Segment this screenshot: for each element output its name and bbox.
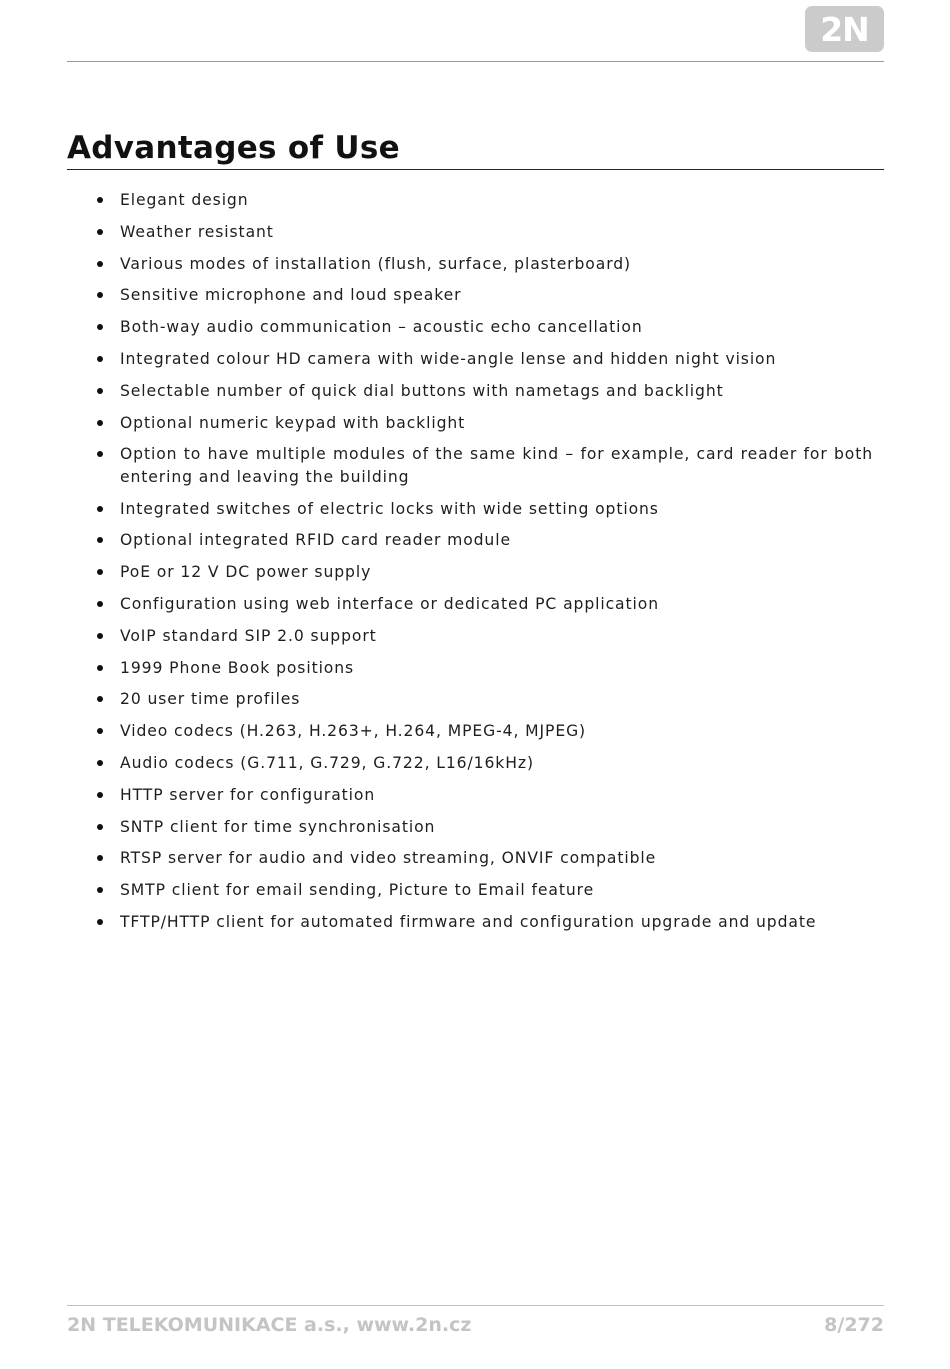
title-underline — [67, 169, 884, 170]
list-item: Integrated switches of electric locks with wide setting options — [97, 498, 873, 521]
list-item: Option to have multiple modules of the same kind – for example, card reader for both entering and leaving the building — [97, 443, 873, 488]
list-item: RTSP server for audio and video streaming, ONVIF compatible — [97, 847, 873, 870]
list-item: Elegant design — [97, 189, 873, 212]
list-item: Sensitive microphone and loud speaker — [97, 284, 873, 307]
features-list — [97, 189, 873, 943]
footer-page-number: 8/272 — [824, 1314, 884, 1336]
page-title: Advantages of Use — [67, 130, 400, 166]
list-item: Audio codecs (G.711, G.729, G.722, L16/16kHz) — [97, 752, 873, 775]
footer-company: 2N TELEKOMUNIKACE a.s., www.2n.cz — [67, 1314, 472, 1336]
list-item: Optional numeric keypad with backlight — [97, 412, 873, 435]
list-item: Configuration using web interface or dedicated PC application — [97, 593, 873, 616]
list-item: Video codecs (H.263, H.263+, H.264, MPEG-4, MJPEG) — [97, 720, 873, 743]
brand-logo-text: 2N — [820, 9, 869, 49]
list-item: PoE or 12 V DC power supply — [97, 561, 873, 584]
list-item: HTTP server for configuration — [97, 784, 873, 807]
list-item: SMTP client for email sending, Picture to Email feature — [97, 879, 873, 902]
list-item: Both-way audio communication – acoustic echo cancellation — [97, 316, 873, 339]
brand-logo — [805, 6, 884, 52]
list-item: 1999 Phone Book positions — [97, 657, 873, 680]
list-item: TFTP/HTTP client for automated firmware and configuration upgrade and update — [97, 911, 873, 934]
header-divider — [67, 61, 884, 62]
list-item: Selectable number of quick dial buttons with nametags and backlight — [97, 380, 873, 403]
list-item: Weather resistant — [97, 221, 873, 244]
footer-divider — [67, 1305, 884, 1306]
list-item: Optional integrated RFID card reader module — [97, 529, 873, 552]
list-item: Various modes of installation (flush, surface, plasterboard) — [97, 253, 873, 276]
list-item: SNTP client for time synchronisation — [97, 816, 873, 839]
list-item: Integrated colour HD camera with wide-angle lense and hidden night vision — [97, 348, 873, 371]
list-item: 20 user time profiles — [97, 688, 873, 711]
list-item: VoIP standard SIP 2.0 support — [97, 625, 873, 648]
